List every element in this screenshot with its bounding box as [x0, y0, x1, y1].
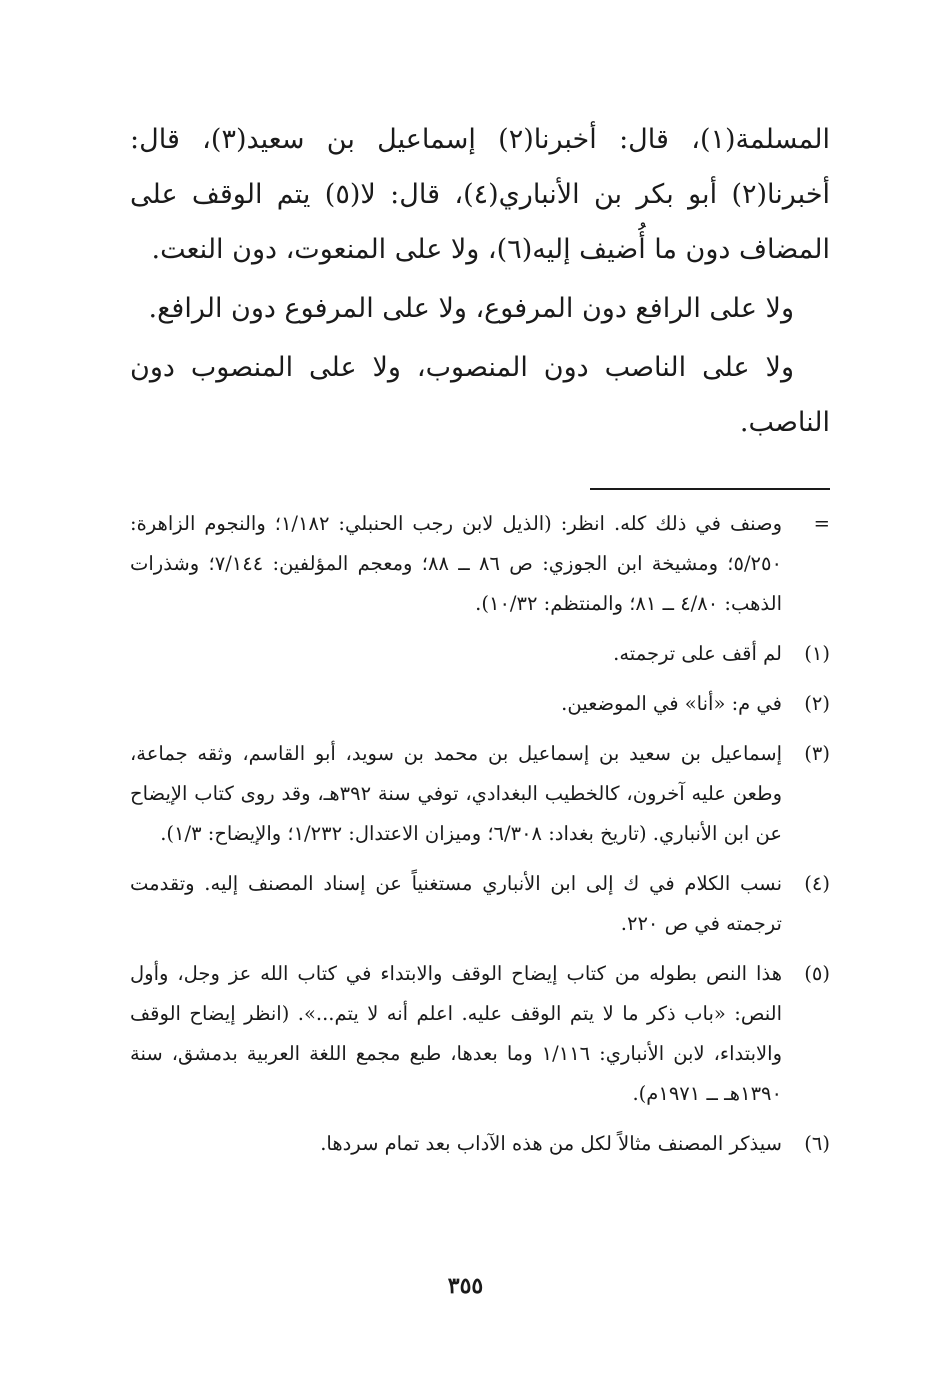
- footnote-text: لم أقف على ترجمته.: [613, 642, 782, 665]
- footnote-text: نسب الكلام في ك إلى ابن الأنباري مستغنياً عن إسناد المصنف إليه. وتقدمت ترجمته في ص ٢٢٠.: [130, 872, 782, 935]
- main-text: [130, 112, 830, 450]
- footnote-continued: [130, 504, 830, 624]
- footnote-4: [130, 864, 830, 944]
- footnote-text: إسماعيل بن سعيد بن إسماعيل بن محمد بن سويد، أبو القاسم، وثقه جماعة، وطعن عليه آخرون، كالخطيب البغدادي، توفي سنة ٣٩٢هـ، وقد روى كتاب الإيضاح عن ابن الأنباري. (تاريخ بغداد: ٦/٣٠٨؛ وميزان الاعتدال: ١/٢٣٢؛ والإيضاح: ١/٣).: [130, 742, 782, 845]
- footnote-text: في م: «أنا» في الموضعين.: [561, 692, 782, 715]
- footnote-1: [130, 634, 830, 674]
- footnote-text: سيذكر المصنف مثالاً لكل من هذه الآداب بعد تمام سردها.: [320, 1132, 782, 1155]
- footnote-number: (٢): [804, 692, 830, 715]
- footnote-5: [130, 954, 830, 1114]
- footnote-number: (٣): [804, 742, 830, 765]
- footnote-separator: [590, 488, 830, 490]
- footnote-number: (١): [804, 642, 830, 665]
- footnote-number: (٤): [804, 872, 830, 895]
- footnote-marker: =: [813, 512, 830, 535]
- footnote-6: [130, 1124, 830, 1164]
- footnote-3: [130, 734, 830, 854]
- page-number: ٣٥٥: [447, 1273, 484, 1299]
- paragraph-3: ولا على الناصب دون المنصوب، ولا على المنصوب دون الناصب.: [130, 352, 830, 438]
- footnote-text: وصنف في ذلك كله. انظر: (الذيل لابن رجب الحنبلي: ١/١٨٢؛ والنجوم الزاهرة: ٥/٢٥٠؛ ومشيخة ابن الجوزي: ص ٨٦ ــ ٨٨؛ ومعجم المؤلفين: ٧/١٤٤؛ وشذرات الذهب: ٤/٨٠ ــ ٨١؛ والمنتظم: ١٠/٣٢).: [130, 512, 782, 615]
- page-body: [130, 112, 830, 1174]
- paragraph-2: ولا على الرافع دون المرفوع، ولا على المرفوع دون الرافع.: [148, 293, 794, 324]
- footnote-2: [130, 684, 830, 724]
- footnote-text: هذا النص بطوله من كتاب إيضاح الوقف والابتداء في كتاب الله عز وجل، وأول النص: «باب ذكر ما لا يتم الوقف عليه. اعلم أنه لا يتم...». (انظر إيضاح الوقف والابتداء، لابن الأنباري: ١/١١٦ وما بعدها، طبع مجمع اللغة العربية بدمشق، سنة ١٣٩٠هـ ــ ١٩٧١م).: [130, 962, 782, 1105]
- paragraph-1: المسلمة(١)، قال: أخبرنا(٢) إسماعيل بن سعيد(٣)، قال: أخبرنا(٢) أبو بكر بن الأنباري(٤)، قال: لا(٥) يتم الوقف على المضاف دون ما أُضيف إليه(٦)، ولا على المنعوت، دون النعت.: [130, 124, 831, 265]
- footnote-number: (٥): [804, 962, 830, 985]
- footnotes: [130, 504, 830, 1164]
- footnote-number: (٦): [804, 1132, 830, 1155]
